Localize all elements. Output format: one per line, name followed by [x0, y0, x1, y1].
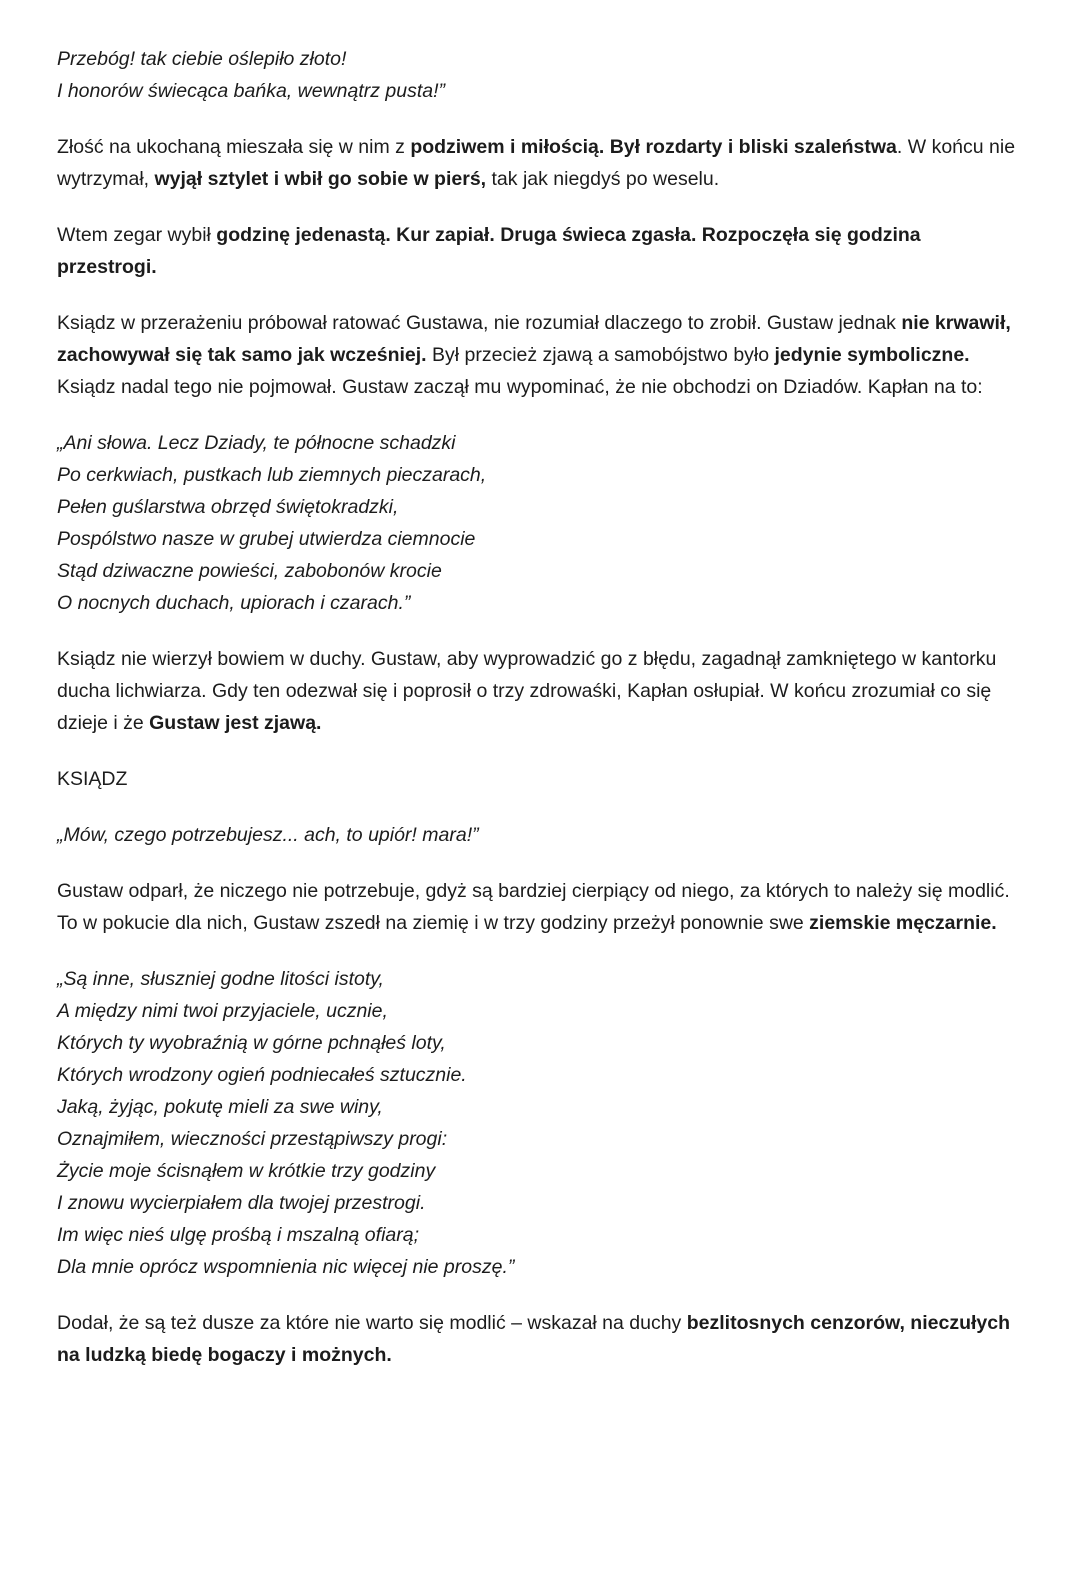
paragraph-przerazenie	[57, 307, 1020, 403]
paragraph-duchy	[57, 643, 1020, 739]
verse-quote-mow	[57, 819, 1020, 851]
verse-line: „Są inne, słuszniej godne litości istoty,	[57, 968, 384, 990]
text-run: Gustaw odparł, że niczego nie potrzebuje, gdyż są bardziej cierpiący od niego, za których to należy się modlić. To w pokucie dla nich, Gustaw zszedł na ziemię i w trzy godziny przeżył ponownie swe	[57, 880, 1010, 934]
text-run: Ksiądz w przerażeniu próbował ratować Gustawa, nie rozumiał dlaczego to zrobił. Gustaw jednak	[57, 312, 902, 334]
verse-quote-sa-inne	[57, 963, 1020, 1283]
verse-line: Po cerkwiach, pustkach lub ziemnych pieczarach,	[57, 464, 487, 486]
text-run: Wtem zegar wybił	[57, 224, 217, 246]
verse-line: Stąd dziwaczne powieści, zabobonów krocie	[57, 560, 442, 582]
verse-line: Pełen guślarstwa obrzęd świętokradzki,	[57, 496, 399, 518]
verse-line: Dla mnie oprócz wspomnienia nic więcej nie proszę.”	[57, 1256, 515, 1278]
text-run: Złość na ukochaną mieszała się w nim z	[57, 136, 411, 158]
paragraph-dodal	[57, 1307, 1020, 1371]
bold-text-run: godzinę jedenastą. Kur zapiał. Druga świeca zgasła. Rozpoczęła się godzina przestrogi.	[57, 224, 921, 278]
verse-quote-ani-slowa	[57, 427, 1020, 619]
verse-line: Przebóg! tak ciebie oślepiło złoto!	[57, 48, 347, 70]
bold-text-run: bezlitosnych cenzorów, nieczułych na ludzką biedę bogaczy i możnych.	[57, 1312, 1010, 1366]
text-run: Był przecież zjawą a samobójstwo było	[426, 344, 775, 366]
verse-line: Pospólstwo nasze w grubej utwierdza ciemnocie	[57, 528, 476, 550]
document-content	[57, 43, 1020, 1371]
bold-text-run: wyjął sztylet i wbił go sobie w pierś,	[154, 168, 487, 190]
paragraph-zlosc	[57, 131, 1020, 195]
paragraph-zegar	[57, 219, 1020, 283]
text-run: tak jak niegdyś po weselu.	[486, 168, 720, 190]
verse-line: I znowu wycierpiałem dla twojej przestrogi.	[57, 1192, 426, 1214]
verse-line: Im więc nieś ulgę prośbą i mszalną ofiarą;	[57, 1224, 419, 1246]
bold-text-run: nie krwawił, zachowywał się tak samo jak wcześniej.	[57, 312, 1011, 366]
bold-text-run: ziemskie męczarnie.	[809, 912, 997, 934]
bold-text-run: Gustaw jest zjawą.	[149, 712, 322, 734]
verse-line: Życie moje ścisnąłem w krótkie trzy godziny	[57, 1160, 436, 1182]
text-run: Ksiądz nadal tego nie pojmował. Gustaw zaczął mu wypominać, że nie obchodzi on Dziadów. Kapłan na to:	[57, 376, 983, 398]
verse-line: Których wrodzony ogień podniecałeś sztucznie.	[57, 1064, 467, 1086]
speaker-heading-ksiadz: KSIĄDZ	[57, 768, 128, 790]
bold-text-run: jedynie symboliczne.	[774, 344, 970, 366]
verse-line: „Mów, czego potrzebujesz... ach, to upiór! mara!”	[57, 824, 479, 846]
verse-quote-intro	[57, 43, 1020, 107]
verse-line: „Ani słowa. Lecz Dziady, te północne schadzki	[57, 432, 456, 454]
verse-line: O nocnych duchach, upiorach i czarach.”	[57, 592, 411, 614]
bold-text-run: podziwem i miłością. Był rozdarty i bliski szaleństwa	[410, 136, 897, 158]
text-run: Ksiądz nie wierzył bowiem w duchy. Gustaw, aby wyprowadzić go z błędu, zagadnął zamkniętego w kantorku ducha lichwiarza. Gdy ten odezwał się i poprosił o trzy zdrowaśki, Kapłan osłupiał. W końcu zrozumiał co się dzieje i że	[57, 648, 997, 734]
text-run: . W końcu nie wytrzymał,	[57, 136, 1016, 190]
verse-line: Oznajmiłem, wieczności przestąpiwszy progi:	[57, 1128, 448, 1150]
paragraph-odparl	[57, 875, 1020, 939]
verse-line: A między nimi twoi przyjaciele, ucznie,	[57, 1000, 388, 1022]
verse-line: I honorów świecąca bańka, wewnątrz pusta!”	[57, 80, 446, 102]
verse-line: Jaką, żyjąc, pokutę mieli za swe winy,	[57, 1096, 383, 1118]
text-run: Dodał, że są też dusze za które nie warto się modlić – wskazał na duchy	[57, 1312, 687, 1334]
verse-line: Których ty wyobraźnią w górne pchnąłeś loty,	[57, 1032, 446, 1054]
